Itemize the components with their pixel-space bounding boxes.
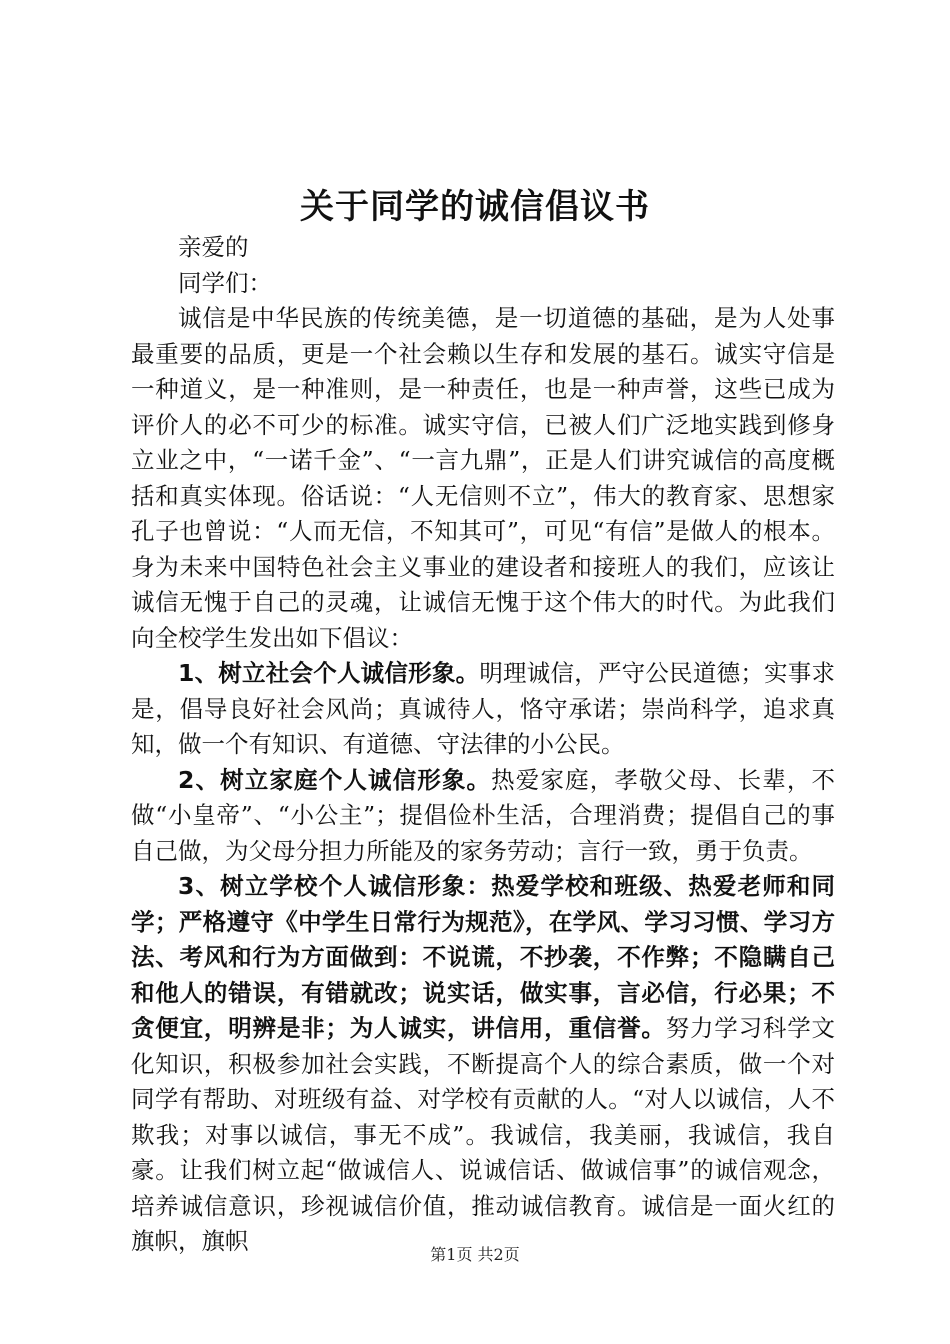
intro-paragraph: 诚信是中华民族的传统美德，是一切道德的基础，是为人处事最重要的品质，更是一个社会赖以生存和发展的基石。诚实守信是一种道义，是一种准则，是一种责任，也是一种声誉，这些已成为评价人的必不可少的标准。诚实守信，已被人们广泛地实践到修身立业之中，“一诺千金”、“一言九鼎”，正是人们讲究诚信的高度概括和真实体现。俗话说：“人无信则不立”，伟大的教育家、思想家孔子也曾说：“人而无信，不知其可”，可见“有信”是做人的根本。身为未来中国特色社会主义事业的建设者和接班人的我们，应该让诚信无愧于自己的灵魂，让诚信无愧于这个伟大的时代。为此我们向全校学生发出如下倡议： xyxy=(131,304,835,652)
item-1-body: 明理诚信，严守公民道德；实事求是，倡导良好社会风尚；真诚待人，恪守承诺；崇尚科学，追求真知，做一个有知识、有道德、守法律的小公民。 xyxy=(131,659,835,758)
item-3-body: 努力学习科学文化知识，积极参加社会实践，不断提高个人的综合素质，做一个对同学有帮助、对班级有益、对学校有贡献的人。“对人以诚信，人不欺我；对事以诚信，事无不成”。我诚信，我美丽，我诚信，我自豪。让我们树立起“做诚信人、说诚信话、做诚信事”的诚信观念，培养诚信意识，珍视诚信价值，推动诚信教育。诚信是一面火红的旗帜，旗帜 xyxy=(131,1014,836,1255)
document-title: 关于同学的诚信倡议书 xyxy=(300,187,650,227)
item-2-heading: 2、树立家庭个人诚信形象。 xyxy=(178,765,492,794)
salutation-line-1: 亲爱的 xyxy=(178,233,249,261)
item-2-body: 热爱家庭，孝敬父母、长辈，不做“小皇帝”、“小公主”；提倡俭朴生活，合理消费；提倡自己的事自己做，为父母分担力所能及的家务劳动；言行一致，勇于负责。 xyxy=(131,765,835,865)
item-1-heading: 1、树立社会个人诚信形象。 xyxy=(178,659,480,687)
item-3-paragraph xyxy=(131,869,835,1260)
page-footer: 第1页 共2页 xyxy=(430,1245,520,1264)
item-2-paragraph xyxy=(131,763,835,870)
document-body xyxy=(131,230,835,1260)
item-3-heading: 3、树立学校个人诚信形象：热爱学校和班级、热爱老师和同学；严格遵守《中学生日常行为规范》，在学风、学习习惯、学习方法、考风和行为方面做到：不说谎，不抄袭，不作弊；不隐瞒自己和他人的错误，有错就改；说实话，做实事，言必信，行必果；不贪便宜，明辨是非；为人诚实，讲信用，重信誉。 xyxy=(131,872,835,1042)
salutation-line-2: 同学们： xyxy=(178,268,272,297)
item-1-paragraph xyxy=(131,656,835,763)
